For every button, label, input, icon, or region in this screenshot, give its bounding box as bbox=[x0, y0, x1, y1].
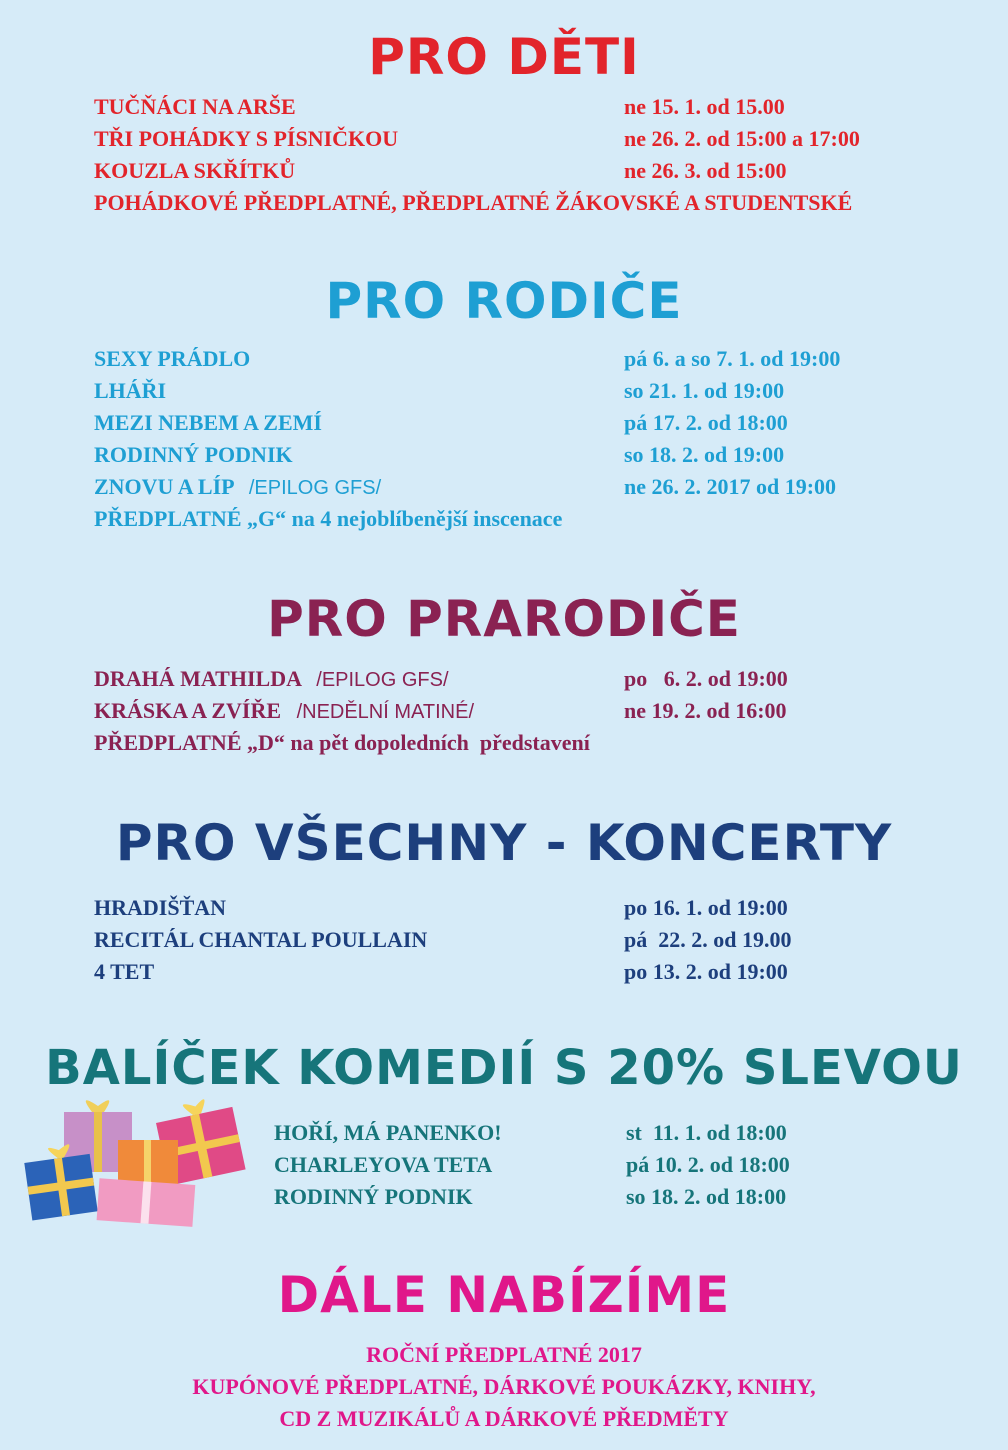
offer-line: KUPÓNOVÉ PŘEDPLATNÉ, DÁRKOVÉ POUKÁZKY, KNIHY, bbox=[192, 1374, 816, 1399]
event-date: pá 6. a so 7. 1. od 19:00 bbox=[624, 346, 841, 371]
event-note: /EPILOG GFS/ bbox=[316, 669, 449, 691]
event-name: LHÁŘI bbox=[94, 378, 167, 403]
event-name: DRAHÁ MATHILDA bbox=[94, 666, 301, 691]
event-name-with-note bbox=[94, 696, 474, 727]
event-name: KOUZLA SKŘÍTKŮ bbox=[94, 158, 296, 183]
section-title-balicek: BALÍČEK KOMEDIÍ S 20% SLEVOU bbox=[45, 1040, 963, 1096]
event-name: 4 TET bbox=[94, 959, 155, 984]
event-date: st 11. 1. od 18:00 bbox=[626, 1120, 787, 1145]
section-title-rodice: PRO RODIČE bbox=[325, 272, 683, 330]
event-date: pá 22. 2. od 19.00 bbox=[624, 927, 792, 952]
event-name-with-note bbox=[94, 472, 381, 503]
event-name: TUČŇÁCI NA ARŠE bbox=[94, 94, 296, 119]
event-date: ne 26. 3. od 15:00 bbox=[624, 158, 787, 183]
event-name-with-note bbox=[94, 664, 449, 695]
event-date: ne 26. 2. od 15:00 a 17:00 bbox=[624, 126, 860, 151]
event-name: RECITÁL CHANTAL POULLAIN bbox=[94, 927, 428, 952]
event-name: ZNOVU A LÍP bbox=[94, 474, 234, 499]
event-date: ne 19. 2. od 16:00 bbox=[624, 698, 787, 723]
event-name: MEZI NEBEM A ZEMÍ bbox=[94, 410, 322, 435]
offer-line: ROČNÍ PŘEDPLATNÉ 2017 bbox=[366, 1342, 642, 1367]
event-name: KRÁSKA A ZVÍŘE bbox=[94, 698, 282, 723]
section-title-prarodice: PRO PRARODIČE bbox=[267, 590, 741, 648]
event-date: po 16. 1. od 19:00 bbox=[624, 895, 788, 920]
event-date: po 13. 2. od 19:00 bbox=[624, 959, 788, 984]
event-date: ne 26. 2. 2017 od 19:00 bbox=[624, 474, 837, 499]
event-date: pá 17. 2. od 18:00 bbox=[624, 410, 788, 435]
offer-line: CD Z MUZIKÁLŮ A DÁRKOVÉ PŘEDMĚTY bbox=[279, 1406, 729, 1431]
section-title-dale: DÁLE NABÍZÍME bbox=[277, 1266, 731, 1324]
section-title-deti: PRO DĚTI bbox=[368, 28, 640, 86]
event-note: /NEDĚLNÍ MATINÉ/ bbox=[296, 701, 474, 723]
event-note: /EPILOG GFS/ bbox=[248, 477, 382, 499]
event-date: po 6. 2. od 19:00 bbox=[624, 666, 788, 691]
event-name: TŘI POHÁDKY S PÍSNIČKOU bbox=[94, 126, 399, 151]
section-footer: PŘEDPLATNÉ „D“ na pět dopoledních představení bbox=[94, 730, 590, 755]
event-date: so 18. 2. od 19:00 bbox=[624, 442, 785, 467]
event-date: so 21. 1. od 19:00 bbox=[624, 378, 785, 403]
gift-boxes-illustration bbox=[22, 1092, 262, 1232]
event-name: RODINNÝ PODNIK bbox=[274, 1184, 473, 1209]
event-name: HRADIŠŤAN bbox=[94, 895, 227, 920]
event-name: CHARLEYOVA TETA bbox=[274, 1152, 493, 1177]
event-date: so 18. 2. od 18:00 bbox=[626, 1184, 787, 1209]
section-title-koncerty: PRO VŠECHNY - KONCERTY bbox=[115, 814, 893, 872]
event-name: RODINNÝ PODNIK bbox=[94, 442, 293, 467]
section-footer: POHÁDKOVÉ PŘEDPLATNÉ, PŘEDPLATNÉ ŽÁKOVSKÉ A STUDENTSKÉ bbox=[94, 190, 853, 215]
event-date: ne 15. 1. od 15.00 bbox=[624, 94, 785, 119]
section-footer: PŘEDPLATNÉ „G“ na 4 nejoblíbenější inscenace bbox=[94, 506, 563, 531]
event-name: HOŘÍ, MÁ PANENKO! bbox=[274, 1120, 502, 1145]
event-name: SEXY PRÁDLO bbox=[94, 346, 251, 371]
event-date: pá 10. 2. od 18:00 bbox=[626, 1152, 790, 1177]
